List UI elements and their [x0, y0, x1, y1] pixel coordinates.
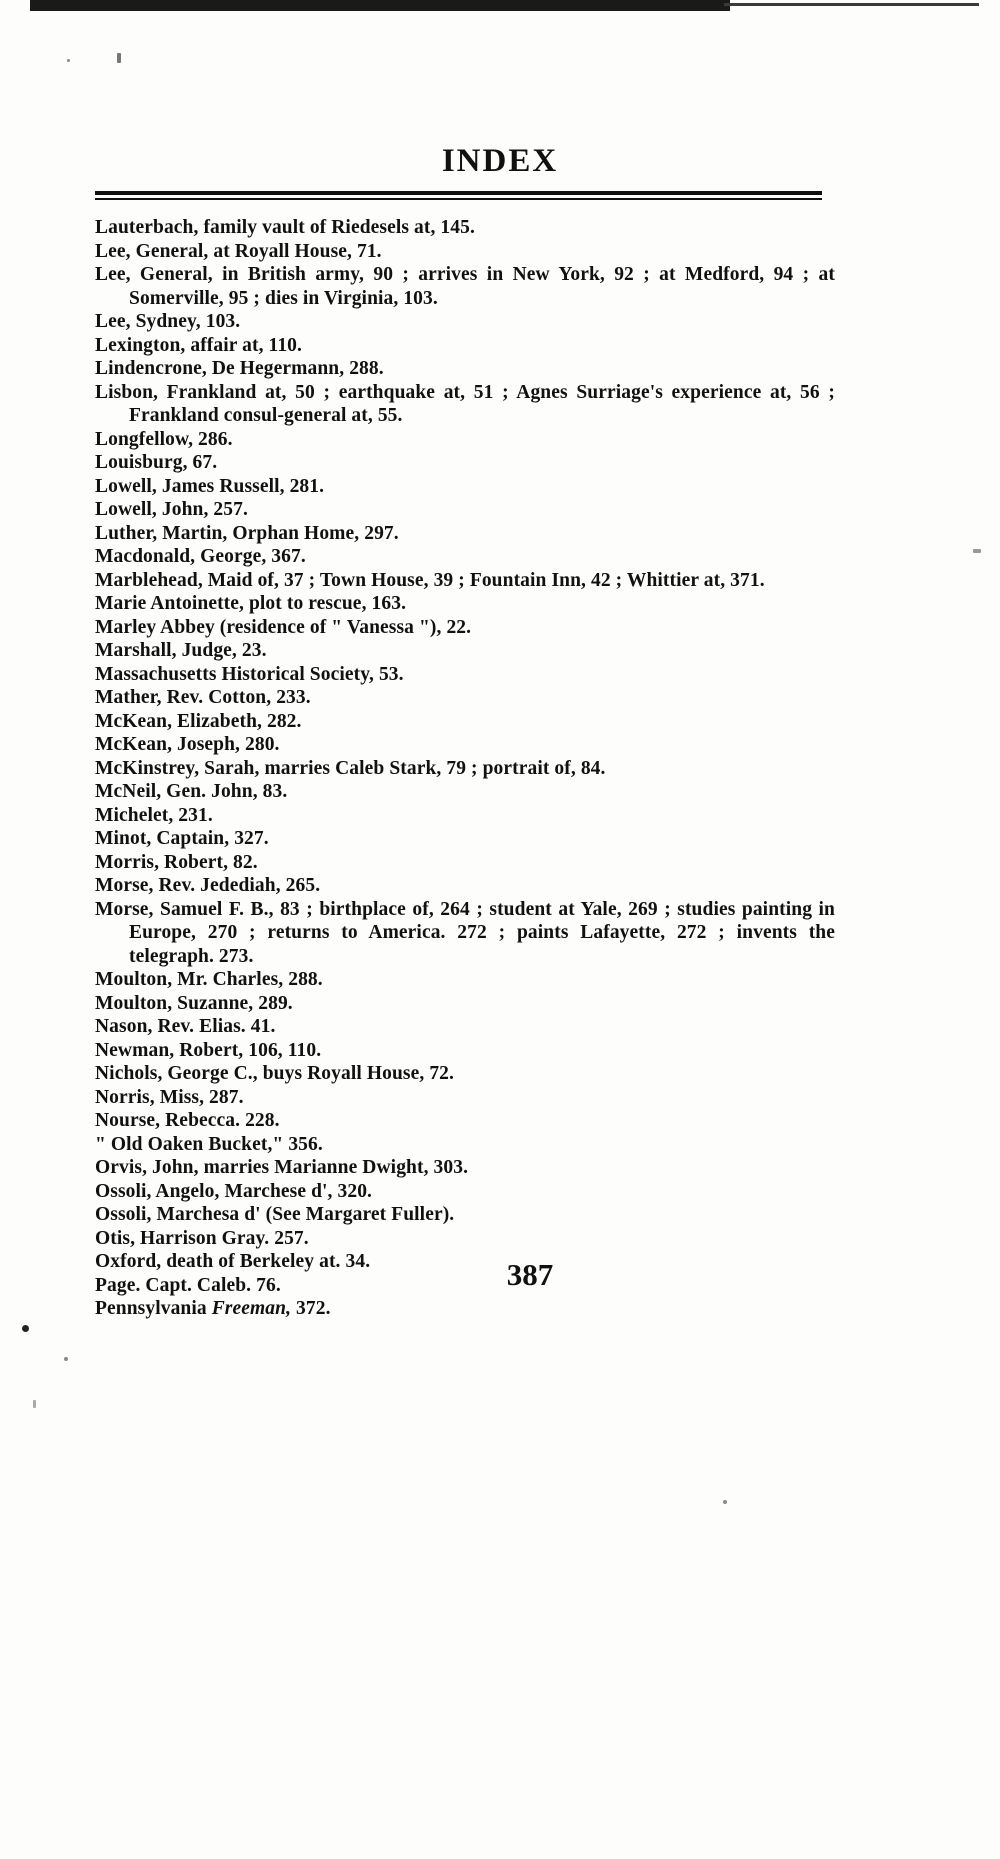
index-entry: " Old Oaken Bucket," 356. — [95, 1133, 323, 1155]
index-entry: Mather, Rev. Cotton, 233. — [95, 687, 311, 708]
index-entry: Minot, Captain, 327. — [95, 828, 269, 849]
index-entry: Lauterbach, family vault of Riedesels at, 145. — [95, 217, 475, 238]
index-entry: Morse, Rev. Jedediah, 265. — [95, 875, 321, 896]
index-entry-list — [95, 216, 835, 1321]
index-entry: Nourse, Rebecca. 228. — [95, 1110, 280, 1131]
index-entry: Macdonald, George, 367. — [95, 546, 306, 567]
index-entry: Norris, Miss, 287. — [95, 1086, 244, 1108]
index-entry: Lee, General, in British army, 90 ; arrives in New York, 92 ; at Medford, 94 ; at Somerville, 95 ; dies in Virginia, 103. — [95, 264, 835, 309]
index-entry: McKinstrey, Sarah, marries Caleb Stark, 79 ; portrait of, 84. — [95, 757, 606, 779]
index-entry-page: 372. — [291, 1298, 331, 1319]
index-entry: Lee, General, at Royall House, 71. — [95, 240, 382, 262]
index-entry: Lindencrone, De Hegermann, 288. — [95, 358, 384, 379]
index-entry: Ossoli, Angelo, Marchese d', 320. — [95, 1180, 373, 1202]
index-entry: Orvis, John, marries Marianne Dwight, 303. — [95, 1157, 469, 1178]
page-folio: 387 — [506, 1257, 554, 1292]
index-entry: Nichols, George C., buys Royall House, 72. — [95, 1063, 454, 1084]
index-entry: McKean, Joseph, 280. — [95, 734, 280, 755]
index-entry: Marshall, Judge, 23. — [95, 640, 267, 661]
scan-speck — [723, 1500, 727, 1504]
index-entry: Lexington, affair at, 110. — [95, 334, 302, 356]
index-entry: Oxford, death of Berkeley at. 34. — [95, 1251, 371, 1272]
scan-speck — [117, 53, 121, 63]
index-entry: Moulton, Mr. Charles, 288. — [95, 969, 323, 990]
scan-speck — [67, 59, 70, 62]
index-entry: Moulton, Suzanne, 289. — [95, 992, 293, 1014]
scan-artifact-top-bar-right — [724, 3, 979, 6]
index-entry: Longfellow, 286. — [95, 428, 233, 450]
index-entry: Marblehead, Maid of, 37 ; Town House, 39 ; Fountain Inn, 42 ; Whittier at, 371. — [95, 569, 765, 591]
index-entry: Morris, Robert, 82. — [95, 851, 258, 873]
page-title: INDEX — [441, 143, 559, 179]
index-entry: McKean, Elizabeth, 282. — [95, 710, 302, 732]
index-entry: Page. Capt. Caleb. 76. — [95, 1274, 281, 1296]
index-entry: Lowell, John, 257. — [95, 499, 248, 520]
index-entry: Morse, Samuel F. B., 83 ; birthplace of, 264 ; student at Yale, 269 ; studies painting in Europe, 270 ; returns to America. 272 ; paints Lafayette, 272 ; invents the telegraph. 273. — [95, 898, 835, 967]
index-entry: McNeil, Gen. John, 83. — [95, 781, 288, 802]
scan-speck — [64, 1357, 68, 1361]
scan-speck — [22, 1325, 29, 1332]
index-entry: Marley Abbey (residence of " Vanessa "), 22. — [95, 616, 472, 638]
index-entry-last — [95, 1297, 835, 1321]
index-entry: Lee, Sydney, 103. — [95, 311, 241, 332]
index-entry-text: Pennsylvania — [95, 1298, 212, 1319]
scan-speck — [33, 1400, 36, 1408]
scan-speck — [973, 549, 981, 553]
index-entry: Newman, Robert, 106, 110. — [95, 1039, 322, 1061]
title-divider — [95, 191, 822, 200]
index-entry: Otis, Harrison Gray. 257. — [95, 1227, 309, 1249]
index-entry: Michelet, 231. — [95, 804, 213, 826]
index-entry: Massachusetts Historical Society, 53. — [95, 663, 404, 685]
index-entry: Louisburg, 67. — [95, 452, 218, 473]
index-entry: Ossoli, Marchesa d' (See Margaret Fuller). — [95, 1204, 455, 1225]
scan-artifact-top-bar — [30, 0, 730, 11]
index-entry-italic: Freeman, — [211, 1298, 292, 1319]
index-entry: Nason, Rev. Elias. 41. — [95, 1016, 276, 1037]
index-entry: Luther, Martin, Orphan Home, 297. — [95, 522, 399, 544]
index-entry: Marie Antoinette, plot to rescue, 163. — [95, 593, 407, 614]
index-entry: Lisbon, Frankland at, 50 ; earthquake at, 51 ; Agnes Surriage's experience at, 56 ; Frankland consul-general at, 55. — [95, 381, 835, 426]
index-entry: Lowell, James Russell, 281. — [95, 475, 325, 497]
